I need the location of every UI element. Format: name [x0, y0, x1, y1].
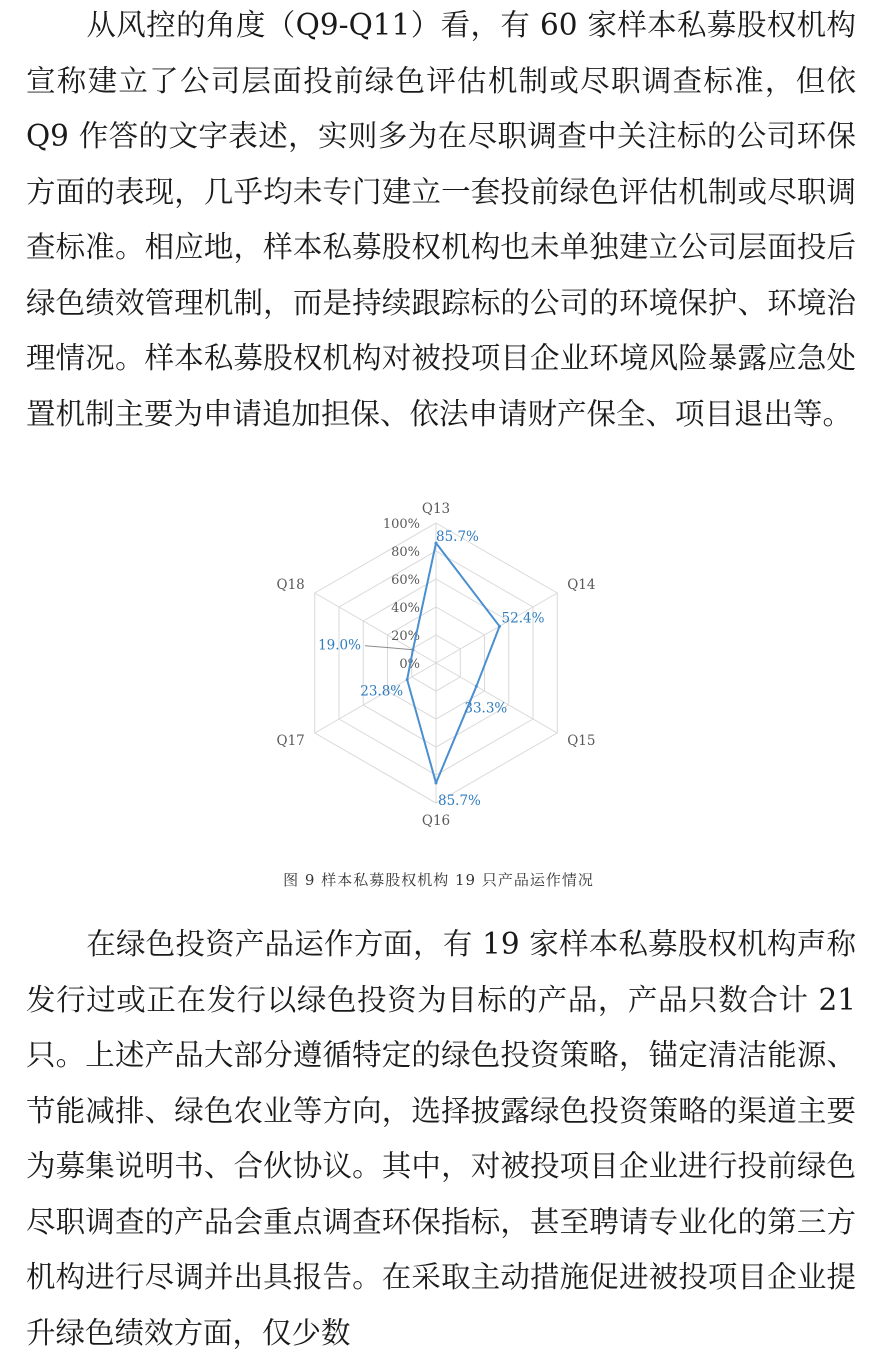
figure-caption: 图 9 样本私募股权机构 19 只产品运作情况: [283, 871, 594, 889]
data-label-q13: 85.7%: [436, 529, 479, 546]
data-point-q15: [475, 685, 478, 688]
category-label-q16: Q16: [421, 813, 451, 828]
paragraph-green-products: [26, 917, 856, 1361]
tick-label-3: 60%: [391, 573, 420, 588]
category-label-q17: Q17: [276, 733, 305, 749]
tick-label-5: 100%: [382, 517, 420, 532]
data-label-q14: 52.4%: [501, 610, 545, 627]
grid-spoke-2: [436, 663, 557, 733]
radar-chart: [250, 488, 630, 828]
category-label-q13: Q13: [421, 501, 451, 517]
data-point-q16: [435, 781, 438, 784]
data-label-q17: 23.8%: [360, 683, 404, 700]
data-label-leader-q18: [365, 646, 413, 650]
radar-grid: [315, 523, 557, 803]
category-label-q14: Q14: [567, 577, 596, 593]
tick-label-0: 0%: [399, 657, 420, 672]
data-label-q18: 19.0%: [318, 637, 361, 654]
tick-label-2: 40%: [391, 601, 420, 616]
paragraph-risk-control-text: 从风控的角度（Q9-Q11）看，有 60 家样本私募股权机构宣称建立了公司层面投前绿色评估机制或尽职调查标准，但依 Q9 作答的文字表述，实则多为在尽职调查中关注标的公司环保方面的表现，几乎均未专门建立一套投前绿色评估机制或尽职调查标准。相应地，样本私募股权机构也未单独建立公司层面投后绿色绩效管理机制，而是持续跟踪标的公司的环境保护、环境治理情况。样本私募股权机构对被投项目企业环境风险暴露应急处置机制主要为申请追加担保、依法申请财产保全、项目退出等。: [26, 8, 856, 431]
category-label-q18: Q18: [276, 577, 305, 593]
grid-spoke-1: [436, 593, 557, 663]
category-label-q15: Q15: [567, 733, 596, 749]
data-point-q17: [406, 678, 409, 681]
paragraph-green-products-text: 在绿色投资产品运作方面，有 19 家样本私募股权机构声称发行过或正在发行以绿色投资为目标的产品，产品只数合计 21 只。上述产品大部分遵循特定的绿色投资策略，锚定清洁能源、节能减排、绿色农业等方向，选择披露绿色投资策略的渠道主要为募集说明书、合伙协议。其中，对被投项目企业进行投前绿色尽职调查的产品会重点调查环保指标，甚至聘请专业化的第三方机构进行尽调并出具报告。在采取主动措施促进被投项目企业提升绿色绩效方面，仅少数: [26, 927, 856, 1350]
data-label-q16: 85.7%: [438, 792, 481, 809]
tick-label-1: 20%: [391, 629, 420, 644]
series-line: [407, 543, 499, 783]
paragraph-risk-control: [26, 0, 856, 442]
tick-label-4: 80%: [391, 545, 420, 560]
data-label-q15: 33.3%: [464, 700, 508, 717]
